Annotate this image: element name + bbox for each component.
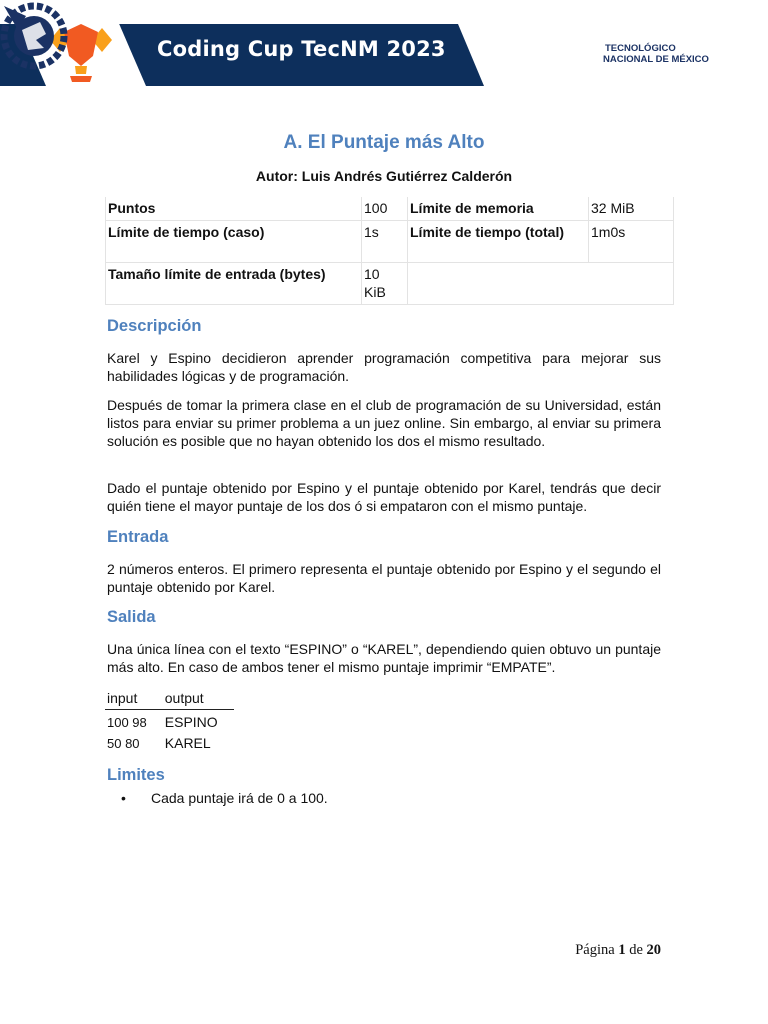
limits-value: 10 KiB	[362, 263, 408, 305]
table-row	[105, 731, 234, 752]
limits-label: Límite de tiempo (total)	[408, 221, 589, 263]
example-output: KAREL	[164, 735, 211, 751]
current-page: 1	[618, 942, 626, 958]
page-word: Página	[575, 942, 615, 958]
examples-header-row	[105, 689, 234, 710]
limits-empty-cell	[408, 263, 674, 305]
header-banner	[0, 0, 768, 100]
tecnm-logo-icon	[0, 0, 68, 72]
limits-label: Tamaño límite de entrada (bytes)	[106, 263, 362, 305]
description-paragraph: Karel y Espino decidieron aprender programación competitiva para mejorar sus habilidades lógicas y de programación.	[107, 350, 661, 384]
tecnm-wordmark	[603, 43, 709, 65]
output-heading: Salida	[107, 608, 156, 626]
limits-row	[106, 197, 674, 221]
example-input: 100 98	[107, 714, 147, 730]
limit-text: Cada puntaje irá de 0 a 100.	[151, 790, 328, 806]
page-number	[575, 942, 661, 959]
bullet: •	[121, 790, 126, 806]
limits-row	[106, 263, 674, 305]
event-title: Coding Cup TecNM 2023	[157, 37, 446, 61]
input-paragraph: 2 números enteros. El primero representa el puntaje obtenido por Espino y el segundo el puntaje obtenido por Karel.	[107, 561, 661, 595]
limits-row	[106, 221, 674, 263]
problem-author: Autor: Luis Andrés Gutiérrez Calderón	[255, 168, 513, 184]
institution-line-2: NACIONAL DE MÉXICO	[603, 54, 709, 65]
limits-value: 1m0s	[589, 221, 674, 263]
description-paragraph: Dado el puntaje obtenido por Espino y el puntaje obtenido por Karel, tendrás que decir quién tiene el mayor puntaje de los dos ó si empataron con el mismo puntaje.	[107, 480, 661, 514]
example-input: 50 80	[107, 735, 140, 751]
limits-heading: Limites	[107, 766, 165, 784]
examples-table	[105, 689, 234, 752]
limits-label: Puntos	[106, 197, 362, 221]
description-paragraph: Después de tomar la primera clase en el club de programación de su Universidad, están listos para enviar su primer problema a un juez online. Sin embargo, al enviar su primera solución es posible que no hayan obtenido los dos el mismo resultado.	[107, 397, 661, 449]
total-pages: 20	[646, 942, 661, 958]
table-row	[105, 710, 234, 732]
problem-title: A. El Puntaje más Alto	[283, 132, 485, 153]
example-output: ESPINO	[164, 714, 218, 730]
examples-header: output	[163, 689, 234, 710]
limits-value: 1s	[362, 221, 408, 263]
institution-line-1: TECNOLÓGICO	[605, 43, 676, 54]
input-heading: Entrada	[107, 528, 169, 546]
limits-label: Límite de memoria	[408, 197, 589, 221]
limits-value: 100	[362, 197, 408, 221]
limits-label: Límite de tiempo (caso)	[106, 221, 362, 263]
list-item	[121, 790, 328, 806]
limits-value: 32 MiB	[589, 197, 674, 221]
description-heading: Descripción	[107, 317, 202, 335]
of-word: de	[629, 942, 643, 958]
output-paragraph: Una única línea con el texto “ESPINO” o “KAREL”, dependiendo quien obtuvo un puntaje más alto. En caso de ambos tener el mismo puntaje imprimir “EMPATE”.	[107, 641, 661, 675]
limits-table	[105, 197, 674, 305]
examples-header: input	[105, 689, 163, 710]
